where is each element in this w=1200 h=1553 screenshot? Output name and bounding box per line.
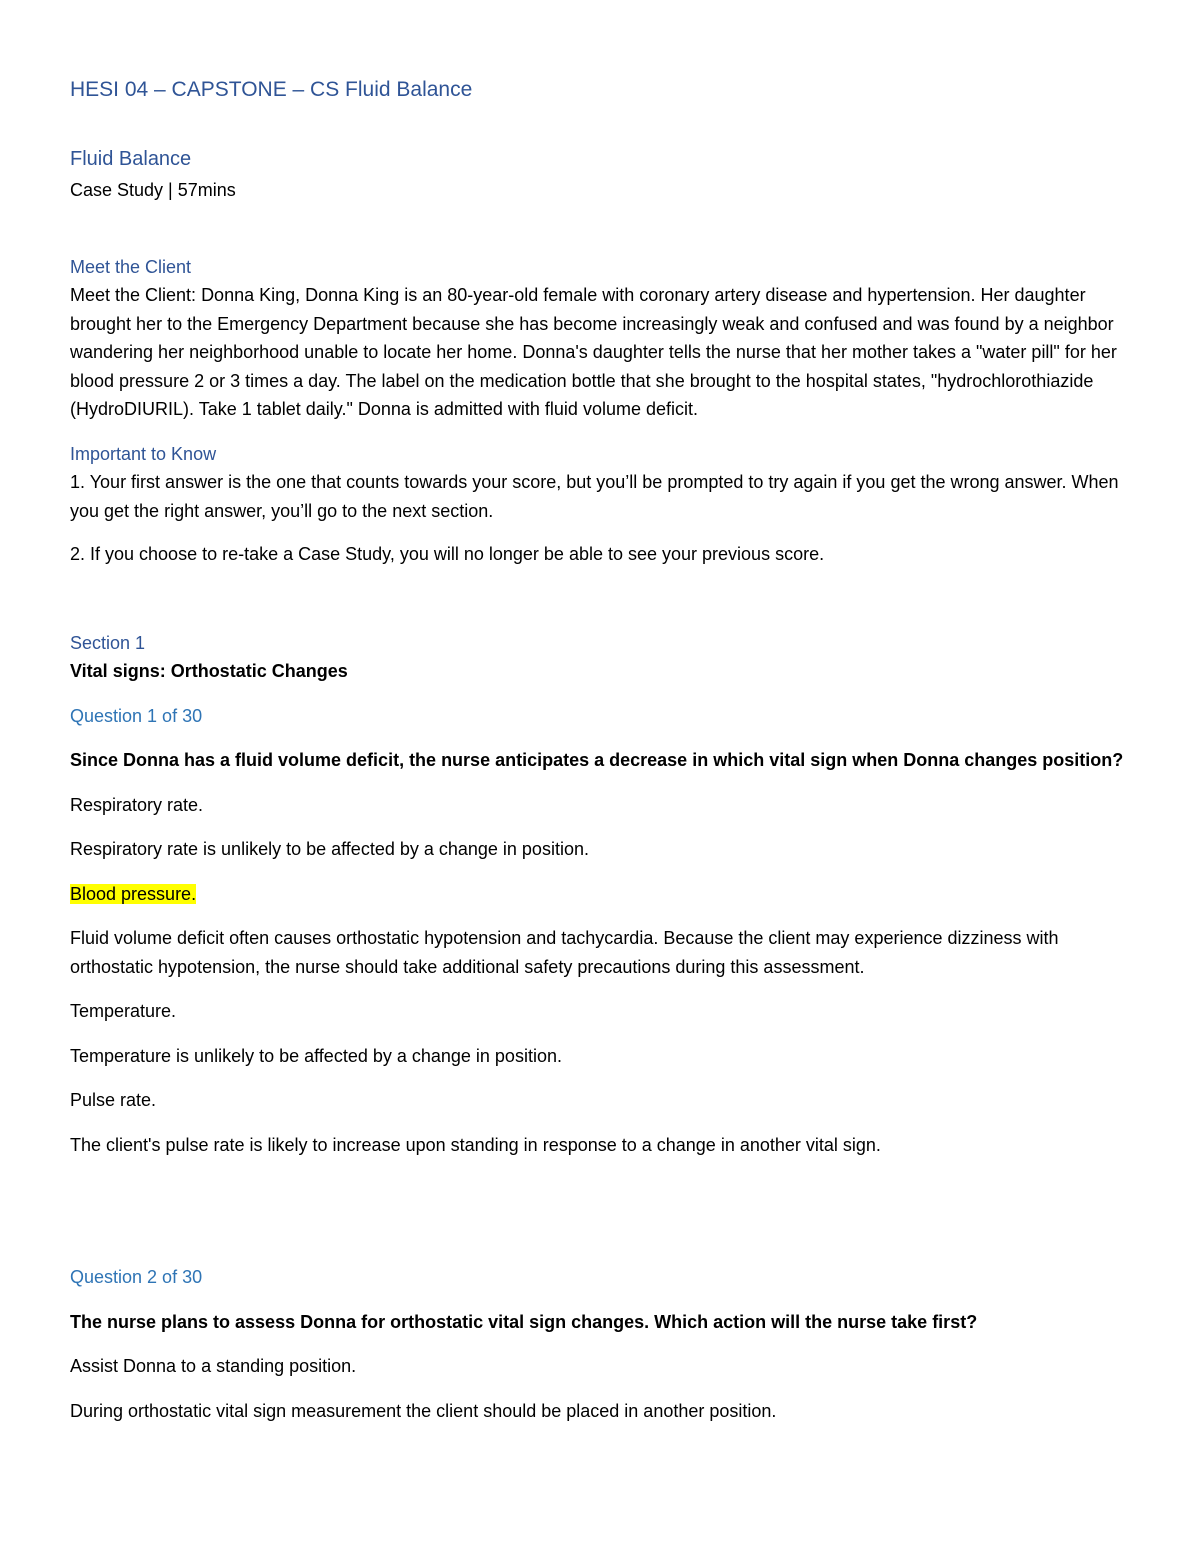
question-1-rationale-2: Fluid volume deficit often causes orthostatic hypotension and tachycardia. Because the client may experience dizziness with orthostatic hypotension, the nurse should take additional safety precautions during this assessment. <box>70 928 1059 977</box>
meet-client-text: Meet the Client: Donna King, Donna King is an 80-year-old female with coronary artery disease and hypertension. Her daughter brought her to the Emergency Department because she has become increasingly weak and confused and was found by a neighbor wandering her neighborhood unable to locate her home. Donna's daughter tells the nurse that her mother takes a "water pill" for her blood pressure 2 or 3 times a day. The label on the medication bottle that she brought to the hospital states, "hydrochlorothiazide (HydroDIURIL). Take 1 tablet daily." Donna is admitted with fluid volume deficit. <box>70 285 1117 419</box>
question-1-option-3: Temperature. <box>70 1001 177 1021</box>
question-1-prompt: Since Donna has a fluid volume deficit, the nurse anticipates a decrease in which vital sign when Donna changes position? <box>70 750 1124 770</box>
question-2-prompt: The nurse plans to assess Donna for orthostatic vital sign changes. Which action will the nurse take first? <box>70 1311 978 1332</box>
question-2-rationale-1: During orthostatic vital sign measurement the client should be placed in another position. <box>70 1400 777 1421</box>
question-1-label: Question 1 of 30 <box>70 705 203 726</box>
question-1-rationale-4: The client's pulse rate is likely to increase upon standing in response to a change in another vital sign. <box>70 1134 881 1155</box>
question-1-option-2 <box>70 880 1130 909</box>
question-1-rationale-1: Respiratory rate is unlikely to be affected by a change in position. <box>70 839 589 859</box>
question-1-rationale-3: Temperature is unlikely to be affected by a change in position. <box>70 1045 562 1066</box>
question-2-label: Question 2 of 30 <box>70 1267 203 1287</box>
document-title: HESI 04 – CAPSTONE – CS Fluid Balance <box>70 78 473 101</box>
case-meta: Case Study | 57mins <box>70 180 236 200</box>
question-1-option-4: Pulse rate. <box>70 1090 157 1110</box>
case-heading: Fluid Balance <box>70 148 192 170</box>
important-item-1: 1. Your first answer is the one that counts towards your score, but you’ll be prompted to try again if you get the wrong answer. When you get the right answer, you’ll go to the next section. <box>70 472 1119 521</box>
section-title: Vital signs: Orthostatic Changes <box>70 661 348 681</box>
question-1-option-1: Respiratory rate. <box>70 794 204 815</box>
correct-answer-highlight: Blood pressure. <box>70 883 197 904</box>
important-item-2: 2. If you choose to re-take a Case Study, you will no longer be able to see your previous score. <box>70 544 825 564</box>
section-label: Section 1 <box>70 632 146 653</box>
important-heading: Important to Know <box>70 443 217 464</box>
question-2-option-1: Assist Donna to a standing position. <box>70 1356 357 1376</box>
document-content <box>70 76 1130 1425</box>
meet-client-heading: Meet the Client <box>70 256 192 277</box>
